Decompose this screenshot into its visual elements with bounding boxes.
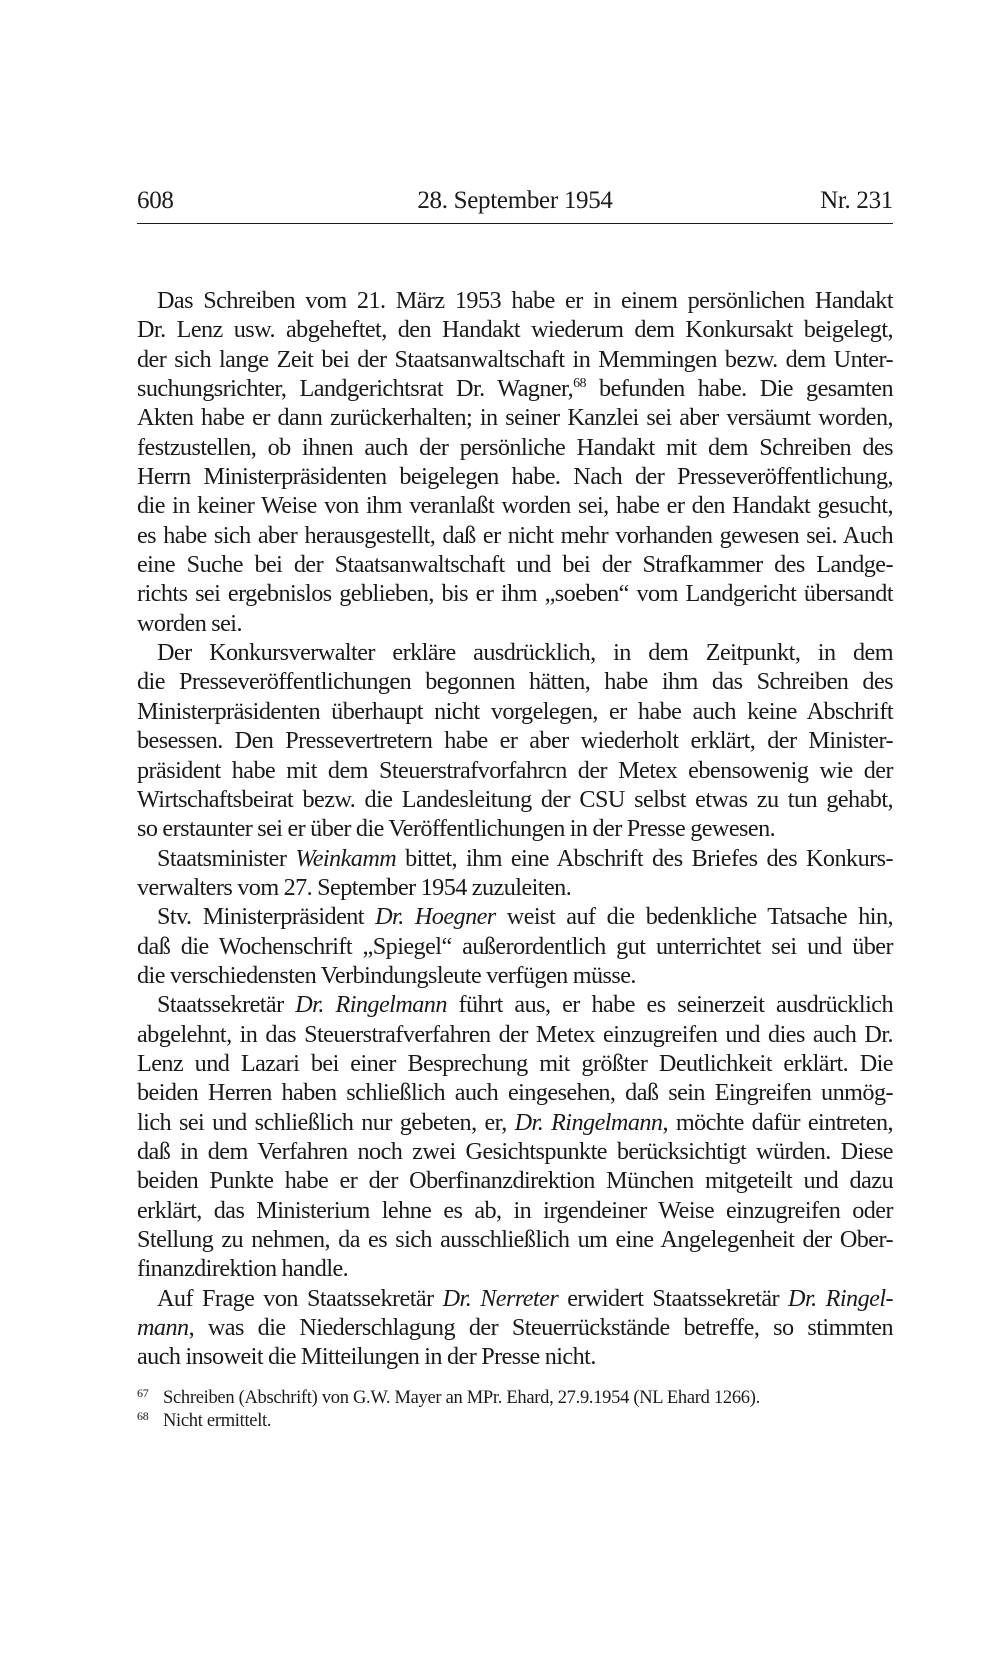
italic-name: Dr. Nerreter (442, 1284, 559, 1312)
footnotes (137, 1387, 893, 1433)
page-number: 608 (137, 187, 174, 214)
header-date: 28. September 1954 (417, 187, 613, 214)
footnote-number: 68 (137, 1409, 149, 1423)
text-line: eine Suche bei der Staatsanwaltschaft und bei der Strafkammer des Landge- (137, 551, 893, 579)
footnote (137, 1387, 893, 1410)
text-line: die verschiedensten Verbindungsleute verfügen müsse. (137, 961, 636, 989)
text-line: verwalters vom 27. September 1954 zuzuleiten. (137, 873, 572, 901)
text-line: Wirtschaftsbeirat bezw. die Landesleitung der CSU selbst etwas zu tun gehabt, (137, 785, 893, 813)
italic-name: mann (137, 1314, 189, 1342)
text-line: Herrn Ministerpräsidenten beigelegen habe. Nach der Presseveröffentlichung, (137, 463, 893, 491)
text-line: Das Schreiben vom 21. März 1953 habe er in einem persönlichen Handakt (157, 287, 893, 314)
text-line: die Presseveröffentlichungen begonnen hätten, habe ihm das Schreiben des (137, 668, 893, 696)
text-line: Ministerpräsidenten überhaupt nicht vorgelegen, er habe auch keine Abschrift (137, 697, 893, 725)
text-line: Stellung zu nehmen, da es sich ausschließlich um eine Angelegenheit der Ober- (137, 1226, 893, 1253)
text-line: Staatssekretär Dr. Ringelmann führt aus, er habe es seinerzeit ausdrücklich (157, 991, 893, 1019)
document-number: Nr. 231 (820, 187, 893, 214)
running-header (137, 163, 893, 224)
text-line: Lenz und Lazari bei einer Besprechung mit größter Deutlichkeit erklärt. Die (137, 1049, 893, 1077)
paragraph (137, 638, 893, 843)
footnote-reference[interactable]: 68 (573, 376, 586, 392)
footnote-text: Schreiben (Abschrift) von G.W. Mayer an MPr. Ehard, 27.9.1954 (NL Ehard 1266). (163, 1388, 760, 1408)
italic-name: Weinkamm (295, 844, 397, 872)
text-line: mann, was die Niederschlagung der Steuerrückstände betreffe, so stimmten (137, 1314, 893, 1342)
text-line: Auf Frage von Staatssekretär Dr. Nerreter erwidert Staatssekretär Dr. Ringel- (157, 1284, 893, 1312)
text-line: Akten habe er dann zurückerhalten; in seiner Kanzlei sei aber versäumt worden, (137, 404, 893, 432)
text-line: richts sei ergebnislos geblieben, bis er ihm „soeben“ vom Landgericht übersandt (137, 580, 893, 608)
text-line: Der Konkursverwalter erkläre ausdrücklich, in dem Zeitpunkt, in dem (157, 639, 893, 667)
paragraph (137, 990, 893, 1283)
text-line: der sich lange Zeit bei der Staatsanwaltschaft in Memmingen bezw. dem Unter- (137, 345, 893, 373)
text-line: auch insoweit die Mitteilungen in der Presse nicht. (137, 1343, 596, 1371)
text-line: beiden Punkte habe er der Oberfinanzdirektion München mitgeteilt und dazu (137, 1167, 893, 1195)
text-line: Dr. Lenz usw. abgeheftet, den Handakt wiederum dem Konkursakt beigelegt, (137, 316, 893, 344)
text-line: abgelehnt, in das Steuerstrafverfahren der Metex einzugreifen und dies auch Dr. (137, 1020, 893, 1048)
text-line: festzustellen, ob ihnen auch der persönliche Handakt mit dem Schreiben des (137, 433, 893, 461)
text-line: die in keiner Weise von ihm veranlaßt worden sei, habe er den Handakt gesucht, (137, 492, 893, 520)
text-line: es habe sich aber herausgestellt, daß er nicht mehr vorhanden gewesen sei. Auch (137, 521, 893, 549)
footnote-number: 67 (137, 1386, 149, 1400)
text-line: präsident habe mit dem Steuerstrafvorfahrcn der Metex ebensowenig wie der (137, 756, 893, 784)
text-line: beiden Herren haben schließlich auch eingesehen, daß sein Eingreifen unmög- (137, 1079, 893, 1107)
text-line: Staatsminister Weinkamm bittet, ihm eine Abschrift des Briefes des Konkurs- (157, 844, 893, 872)
italic-name: Dr. Ringelmann (295, 991, 447, 1019)
text-line: daß die Wochenschrift „Spiegel“ außerordentlich gut unterrichtet sei und über (137, 932, 893, 960)
text-line: daß in dem Verfahren noch zwei Gesichtspunkte berücksichtigt würden. Diese (137, 1137, 893, 1165)
text-line: finanzdirektion handle. (137, 1255, 349, 1283)
paragraph (137, 1284, 893, 1372)
text-line: suchungsrichter, Landgerichtsrat Dr. Wagner,$^{68}$ befunden habe. Die gesamten (137, 375, 893, 403)
paragraph (137, 286, 893, 638)
text-line: so erstaunter sei er über die Veröffentlichungen in der Presse gewesen. (137, 815, 776, 843)
text-line: besessen. Den Pressevertretern habe er aber wiederholt erklärt, der Minister- (137, 727, 893, 755)
text-line: lich sei und schließlich nur gebeten, er, Dr. Ringelmann, möchte dafür eintreten, (137, 1108, 894, 1136)
footnote-text: Nicht ermittelt. (163, 1411, 272, 1431)
italic-name: Dr. Ringelmann (514, 1108, 663, 1136)
paragraph (137, 844, 893, 903)
text-line: worden sei. (137, 609, 242, 637)
italic-name: Dr. Hoegner (375, 903, 496, 931)
footnote (137, 1410, 893, 1433)
italic-name: Dr. Ringel- (788, 1284, 893, 1312)
body-text (137, 286, 893, 1372)
text-line: erklärt, das Ministerium lehne es ab, in irgendeiner Weise einzugreifen oder (137, 1196, 893, 1224)
text-line: Stv. Ministerpräsident Dr. Hoegner weist auf die bedenkliche Tatsache hin, (157, 903, 893, 931)
paragraph (137, 902, 893, 990)
